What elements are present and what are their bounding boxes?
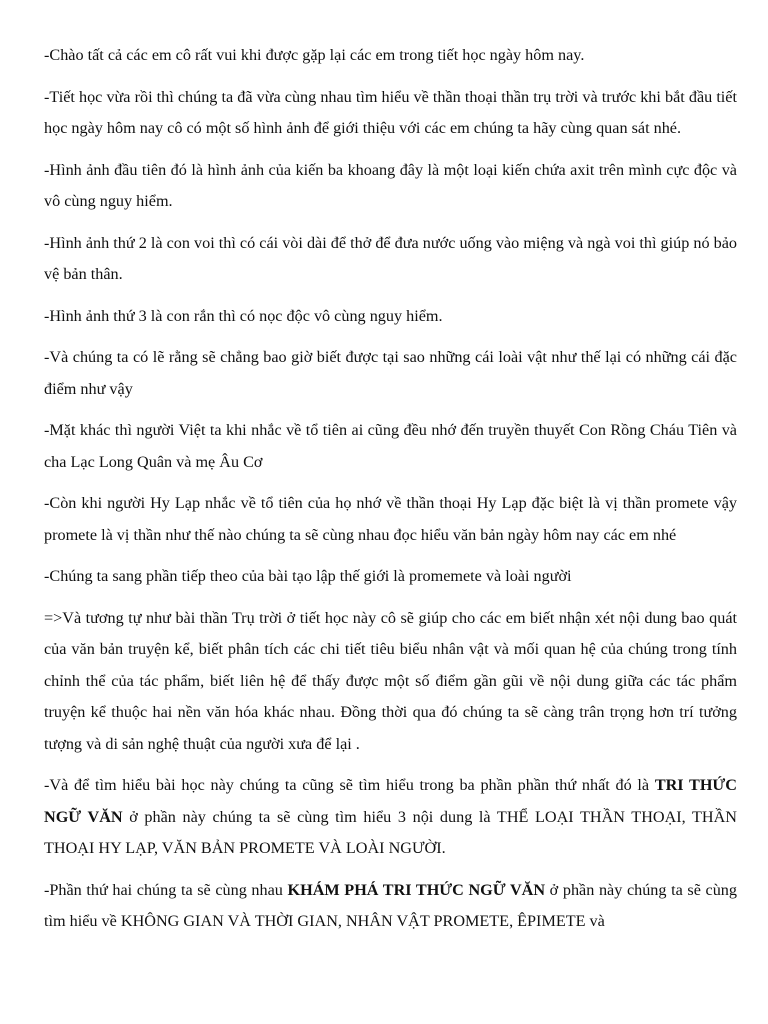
paragraph-greek-ancestors: -Còn khi người Hy Lạp nhắc về tổ tiên của họ nhớ về thần thoại Hy Lạp đặc biệt là vị thần promete vậy promete là vị thần như thế nào chúng ta sẽ cùng nhau đọc hiểu văn bản ngày hôm nay các em nhé	[44, 494, 737, 544]
paragraph-vietnamese-ancestors: -Mặt khác thì người Việt ta khi nhắc về tổ tiên ai cũng đều nhớ đến truyền thuyết Con Rồng Cháu Tiên và cha Lạc Long Quân và mẹ Âu Cơ	[44, 421, 737, 471]
paragraph-next-part: -Chúng ta sang phần tiếp theo của bài tạo lập thế giới là promemete và loài người	[44, 567, 572, 585]
part-one-text-after: ở phần này chúng ta sẽ cùng tìm hiểu 3 nội dung là THỂ LOẠI THẦN THOẠI, THẦN THOẠI HY LẠP, VĂN BẢN PROMETE VÀ LOÀI NGƯỜI.	[44, 807, 737, 857]
paragraph-animal-traits: -Và chúng ta có lẽ rằng sẽ chẳng bao giờ biết được tại sao những cái loài vật như thế lại có những cái đặc điểm như vậy	[44, 348, 737, 398]
part-one-bold-heading: TRI THỨC NGỮ VĂN	[44, 776, 737, 826]
paragraph-greeting: -Chào tất cả các em cô rất vui khi được gặp lại các em trong tiết học ngày hôm nay.	[44, 46, 585, 64]
part-one-text-before: -Và để tìm hiểu bài học này chúng ta cũng sẽ tìm hiểu trong ba phần phần thứ nhất đó là	[44, 776, 655, 794]
paragraph-part-one	[44, 770, 737, 865]
paragraph-part-two	[44, 875, 737, 938]
part-two-text-before: -Phần thứ hai chúng ta sẽ cùng nhau	[44, 880, 288, 899]
paragraph-image-3-snake: -Hình ảnh thứ 3 là con rắn thì có nọc độc vô cùng nguy hiểm.	[44, 306, 443, 325]
paragraph-previous-lesson: -Tiết học vừa rồi thì chúng ta đã vừa cùng nhau tìm hiểu về thần thoại thần trụ trời và trước khi bắt đầu tiết học ngày hôm nay cô có một số hình ảnh để giới thiệu với các em chúng ta hãy cùng quan sát nhé.	[44, 87, 737, 137]
document-page	[44, 40, 737, 948]
paragraph-image-2-elephant: -Hình ảnh thứ 2 là con voi thì có cái vòi dài để thở để đưa nước uống vào miệng và ngà voi thì giúp nó bảo vệ bản thân.	[44, 233, 737, 283]
paragraph-lesson-goals: =>Và tương tự như bài thần Trụ trời ở tiết học này cô sẽ giúp cho các em biết nhận xét nội dung bao quát của văn bản truyện kể, biết phân tích các chi tiết tiêu biểu nhân vật và mối quan hệ của chúng trong tính chỉnh thể của tác phẩm, biết liên hệ để thấy được một số điểm gần gũi về nội dung giữa các tác phẩm truyện kể thuộc hai nền văn hóa khác nhau. Đồng thời qua đó chúng ta sẽ càng trân trọng hơn trí tưởng tượng và di sản nghệ thuật của người xưa để lại .	[44, 608, 737, 753]
part-two-text-after: ở phần này chúng ta sẽ cùng tìm hiểu về KHÔNG GIAN VÀ THỜI GIAN, NHÂN VẬT PROMETE, ÊPIMETE và	[44, 880, 737, 930]
part-two-bold-heading: KHÁM PHÁ TRI THỨC NGỮ VĂN	[287, 880, 546, 899]
paragraph-image-1-ant: -Hình ảnh đầu tiên đó là hình ảnh của kiến ba khoang đây là một loại kiến chứa axit trên mình cực độc và vô cùng nguy hiểm.	[44, 160, 737, 210]
